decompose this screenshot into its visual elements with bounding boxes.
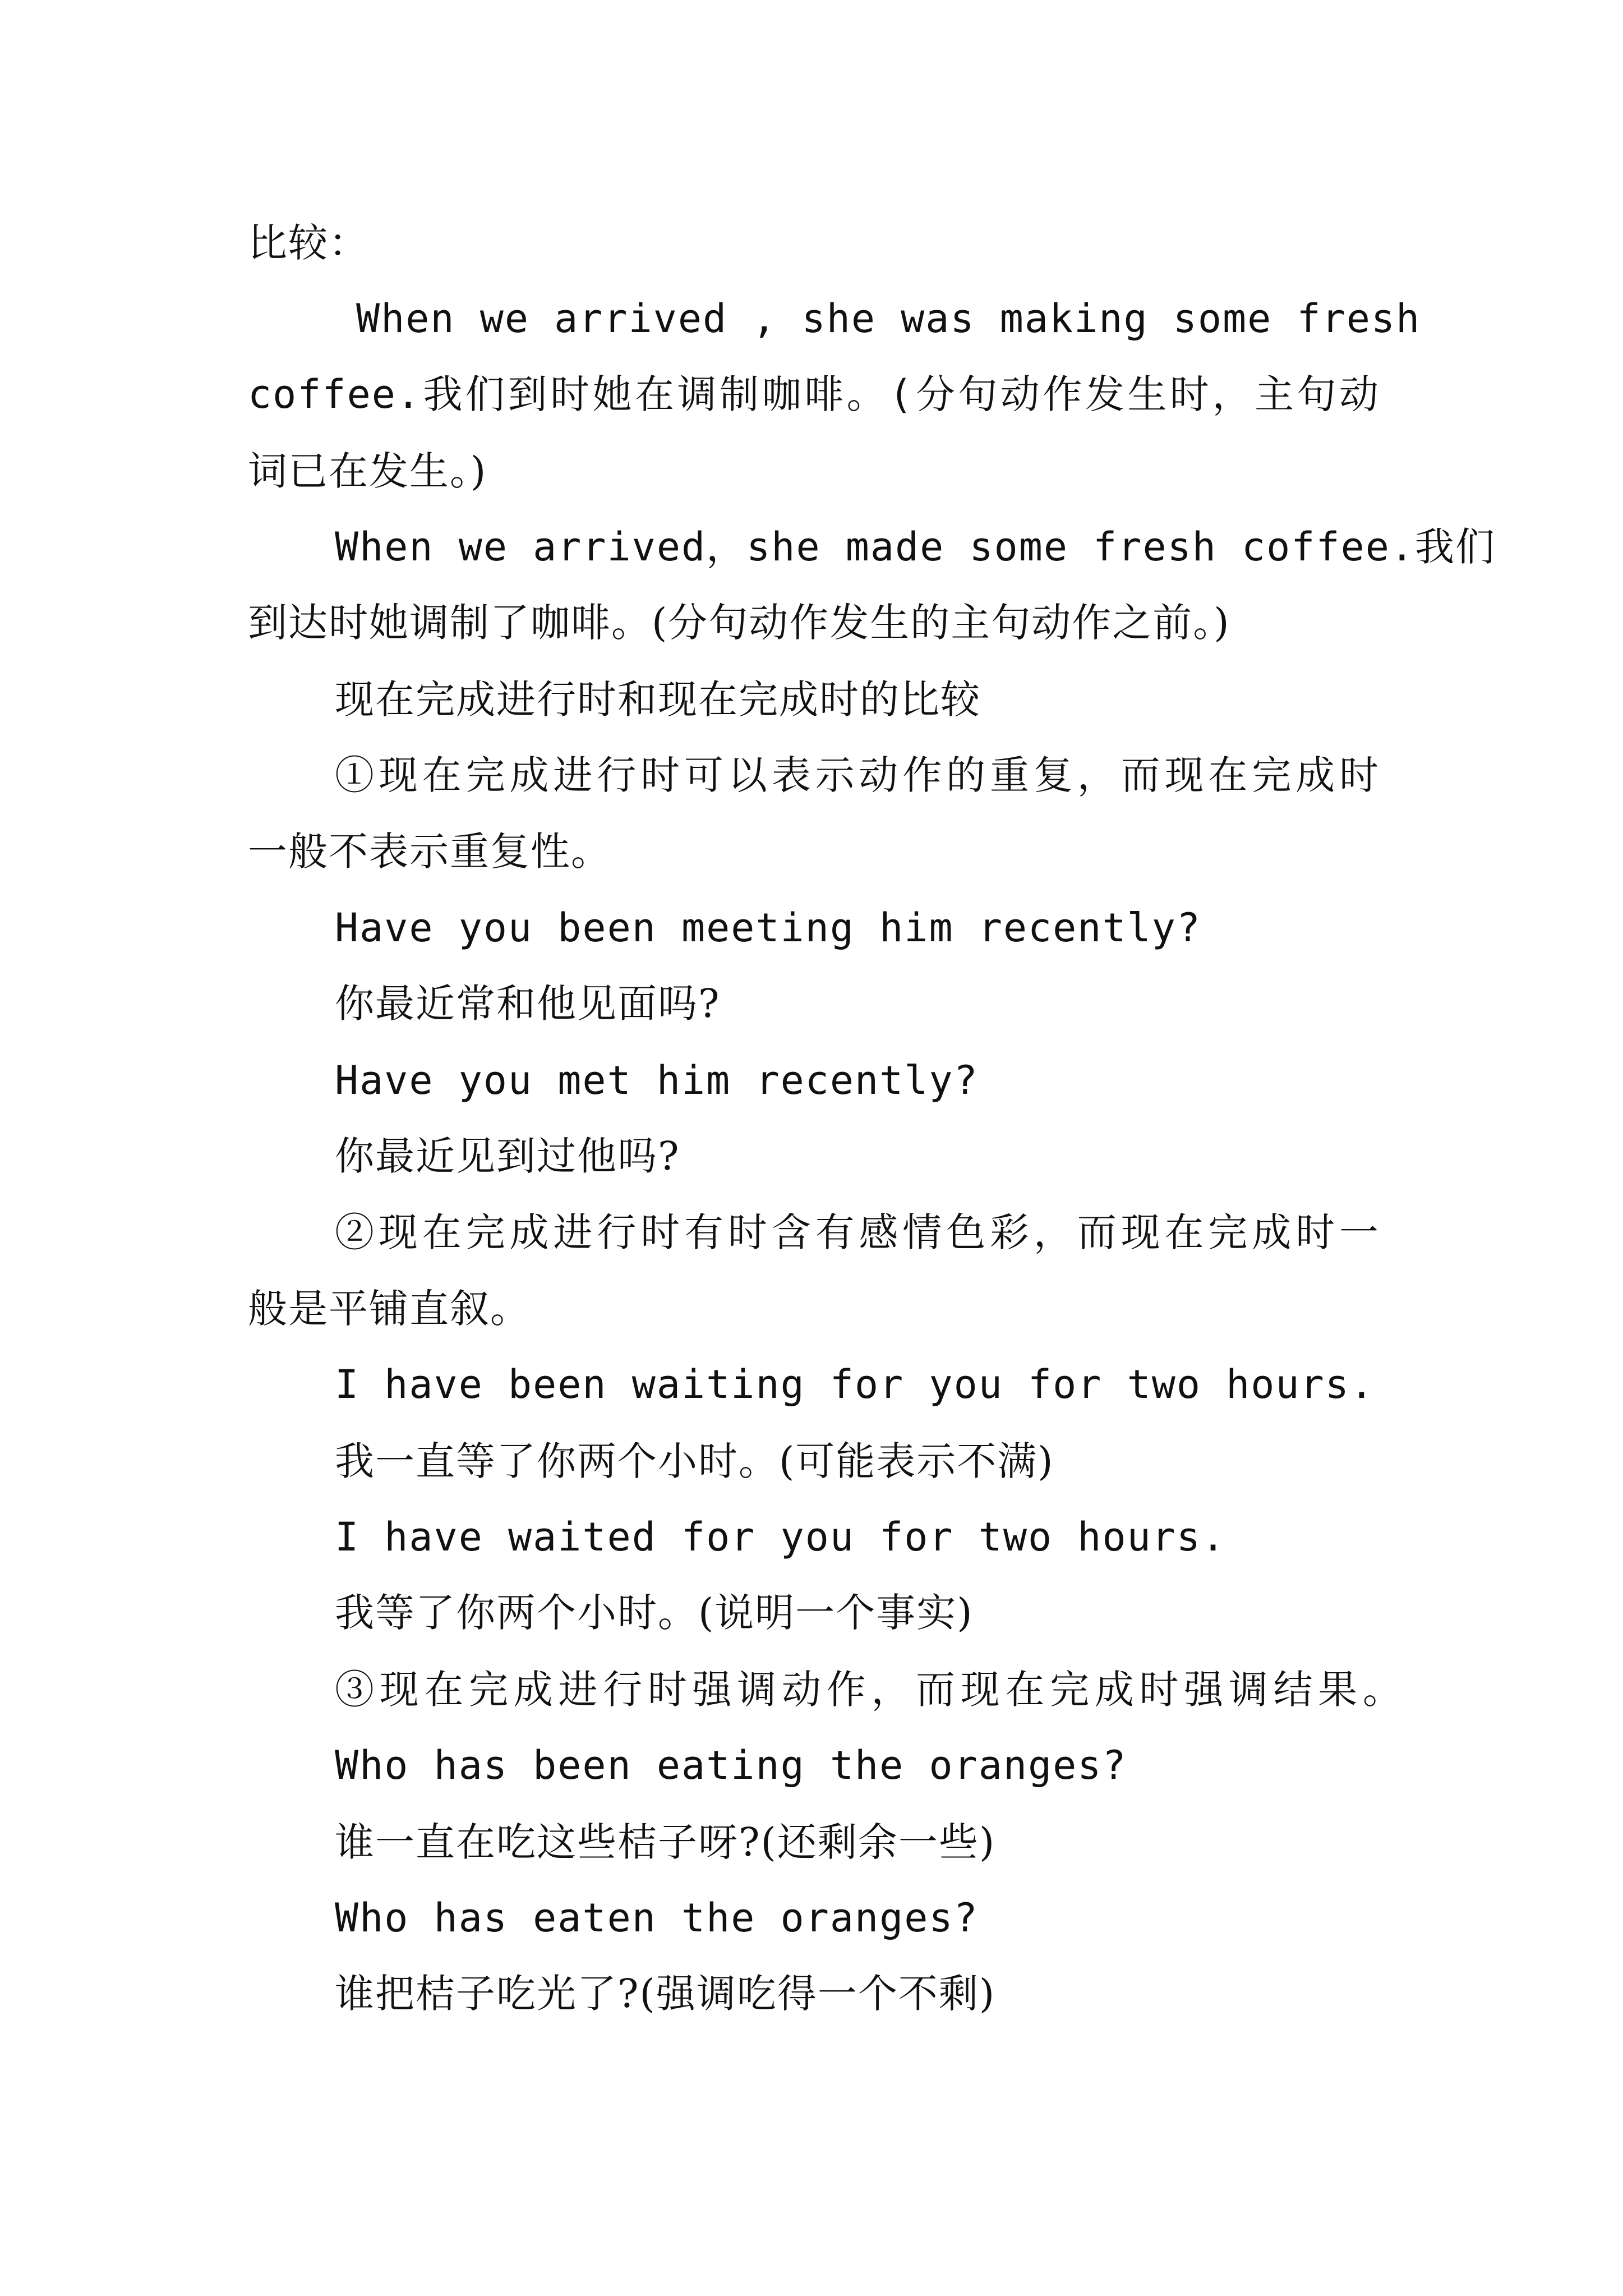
section-heading-perfect-comparison: 现在完成进行时和现在完成时的比较 — [335, 677, 981, 723]
point-3-text: ③现在完成进行时强调动作，而现在完成时强调结果。 — [335, 1667, 1403, 1713]
example-note-past-continuous: 词已在发生。) — [248, 448, 487, 494]
point-2-text: ②现在完成进行时有时含有感情色彩，而现在完成时一 — [335, 1209, 1380, 1255]
example-3a-english: Who has been eating the oranges? — [335, 1742, 1127, 1788]
example-sentence-past-continuous-cont: coffee.我们到时她在调制咖啡。(分句动作发生时，主句动 — [248, 371, 1380, 417]
point-1-text: ①现在完成进行时可以表示动作的重复，而现在完成时 — [335, 752, 1380, 798]
example-sentence-past-continuous: When we arrived , she was making some fresh — [356, 296, 1421, 342]
point-2-text-cont: 般是平铺直叙。 — [248, 1286, 531, 1332]
section-label-comparison: 比较： — [248, 220, 369, 266]
example-3b-english: Who has eaten the oranges? — [335, 1895, 979, 1941]
example-sentence-simple-past-cont: 到达时她调制了咖啡。(分句动作发生的主句动作之前。) — [248, 600, 1230, 646]
example-2b-chinese: 我等了你两个小时。(说明一个事实) — [335, 1590, 974, 1636]
example-3b-chinese: 谁把桔子吃光了?(强调吃得一个不剩) — [335, 1971, 996, 2017]
example-3a-chinese: 谁一直在吃这些桔子呀?(还剩余一些) — [335, 1819, 996, 1865]
point-1-text-cont: 一般不表示重复性。 — [248, 829, 611, 875]
example-sentence-simple-past: When we arrived，she made some fresh coffee.我们 — [335, 524, 1496, 570]
example-1b-english: Have you met him recently? — [335, 1057, 979, 1103]
example-2b-english: I have waited for you for two hours. — [335, 1514, 1227, 1560]
example-2a-english: I have been waiting for you for two hours. — [335, 1361, 1375, 1407]
example-1a-chinese: 你最近常和他见面吗? — [335, 981, 721, 1027]
example-2a-chinese: 我一直等了你两个小时。(可能表示不满) — [335, 1438, 1054, 1484]
example-1a-english: Have you been meeting him recently? — [335, 905, 1202, 951]
example-1b-chinese: 你最近见到过他吗? — [335, 1133, 680, 1179]
